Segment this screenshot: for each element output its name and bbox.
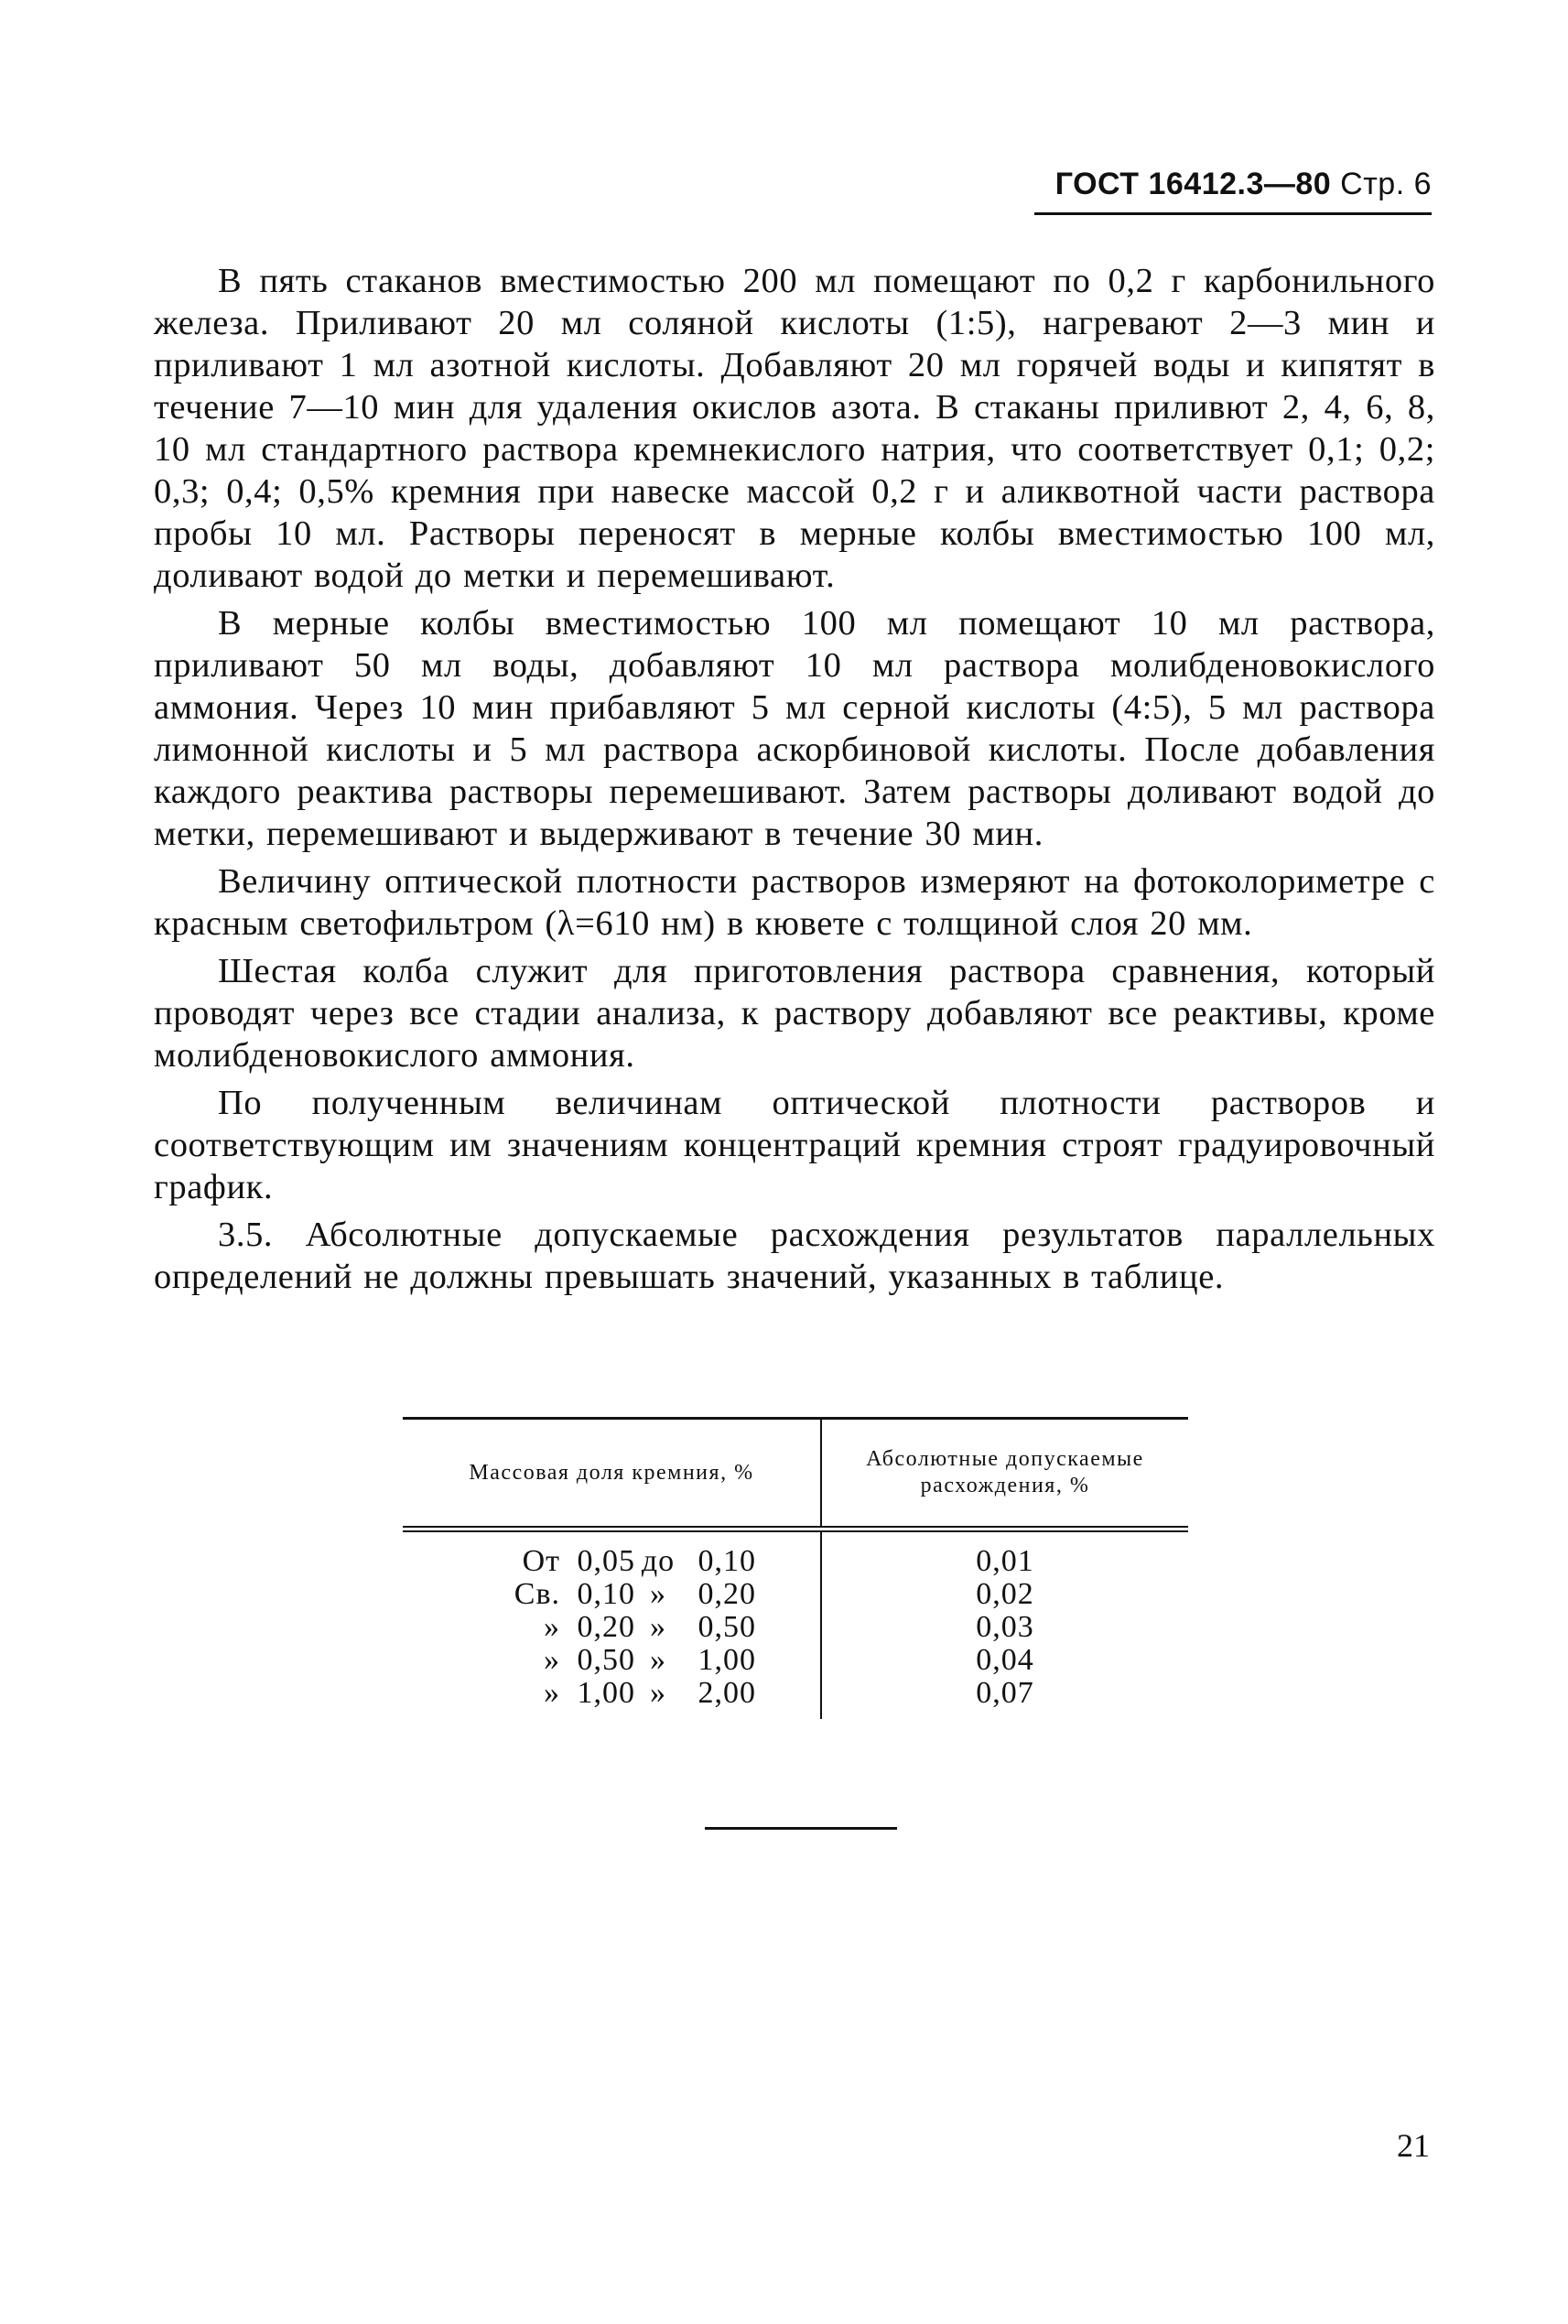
range-joiner: » xyxy=(650,1610,666,1644)
paragraph: По полученным величинам оптической плотности растворов и соответствующим им значениям концентраций кремния строят градуировочный график. xyxy=(154,1084,1435,1206)
column-header-silicon-fraction: Массовая доля кремния, % xyxy=(403,1420,822,1526)
tolerance-table xyxy=(403,1417,1188,1719)
page-number: 21 xyxy=(1397,2127,1430,2164)
tolerance-value: 0,03 xyxy=(976,1610,1034,1644)
range-prefix: » xyxy=(544,1643,560,1677)
range-joiner: » xyxy=(650,1643,666,1677)
table-header-row xyxy=(403,1420,1188,1526)
tolerance-value: 0,02 xyxy=(976,1577,1034,1611)
range-prefix: Св. xyxy=(514,1577,560,1611)
table-row xyxy=(403,1545,820,1578)
range-to: 1,00 xyxy=(697,1643,756,1677)
end-of-section-rule xyxy=(705,1827,897,1830)
table-header-double-rule xyxy=(403,1526,1188,1532)
range-from: 0,10 xyxy=(577,1577,635,1611)
page-label: Стр. 6 xyxy=(1340,167,1432,201)
table-row xyxy=(403,1578,820,1611)
range-prefix: От xyxy=(522,1544,560,1578)
paragraph: Шестая колба служит для приготовления раствора сравнения, который проводят через все стадии анализа, к раствору добавляют все реактивы, кроме молибденовокислого аммония. xyxy=(154,952,1435,1075)
range-joiner: » xyxy=(650,1676,666,1710)
paragraph: В мерные колбы вместимостью 100 мл помещают 10 мл раствора, приливают 50 мл воды, добавляют 10 мл раствора молибденовокислого аммония. Через 10 мин прибавляют 5 мл серной кислоты (4:5), 5 мл раствора лимонной кислоты и 5 мл раствора аскорбиновой кислоты. После добавления каждого реактива растворы перемешивают. Затем растворы доливают водой до метки, перемешивают и выдерживают в течение 30 мин. xyxy=(154,604,1435,853)
paragraph: Величину оптической плотности растворов измеряют на фотоколориметре с красным светофильтром (λ=610 нм) в кювете с толщиной слоя 20 мм. xyxy=(154,862,1435,943)
range-to: 2,00 xyxy=(697,1676,756,1710)
range-to: 0,10 xyxy=(697,1544,756,1578)
document-code: ГОСТ 16412.3—80 xyxy=(1054,167,1332,201)
paragraph: В пять стаканов вместимостью 200 мл помещают по 0,2 г карбонильного железа. Приливают 20 мл соляной кислоты (1:5), нагревают 2—3 мин и приливают 1 мл азотной кислоты. Добавляют 20 мл горячей воды и кипятят в течение 7—10 мин для удаления окислов азота. В стаканы приливют 2, 4, 6, 8, 10 мл стандартного раствора кремнекислого натрия, что соответствует 0,1; 0,2; 0,3; 0,4; 0,5% кремния при навеске массой 0,2 г и аликвотной части раствора пробы 10 мл. Растворы переносят в мерные колбы вместимостью 100 мл, доливают водой до метки и перемешивают. xyxy=(154,262,1435,595)
table-row xyxy=(403,1644,820,1677)
range-joiner: до xyxy=(641,1544,676,1578)
range-to: 0,20 xyxy=(697,1577,756,1611)
range-from: 0,20 xyxy=(577,1610,635,1644)
table-row xyxy=(403,1611,820,1644)
column-header-tolerance: Абсолютные допускаемые расхождения, % xyxy=(866,1447,1144,1497)
range-to: 0,50 xyxy=(697,1610,756,1644)
tolerance-value: 0,01 xyxy=(976,1544,1034,1578)
range-from: 0,50 xyxy=(577,1643,635,1677)
body-text xyxy=(154,260,1435,1303)
tolerance-value: 0,07 xyxy=(976,1676,1034,1710)
range-prefix: » xyxy=(544,1676,560,1710)
tolerance-value: 0,04 xyxy=(976,1643,1034,1677)
range-from: 0,05 xyxy=(577,1544,635,1578)
paragraph-section-3-5: 3.5. Абсолютные допускаемые расхождения результатов параллельных определений не должны превышать значений, указанных в таблице. xyxy=(154,1216,1435,1296)
range-from: 1,00 xyxy=(577,1676,635,1710)
range-prefix: » xyxy=(544,1610,560,1644)
tolerance-column xyxy=(822,1532,1188,1719)
table-body xyxy=(403,1532,1188,1719)
header-rule xyxy=(1034,212,1432,215)
range-joiner: » xyxy=(650,1577,666,1611)
page-header xyxy=(1033,167,1432,202)
silicon-fraction-column xyxy=(403,1532,822,1719)
table-row xyxy=(403,1677,820,1710)
